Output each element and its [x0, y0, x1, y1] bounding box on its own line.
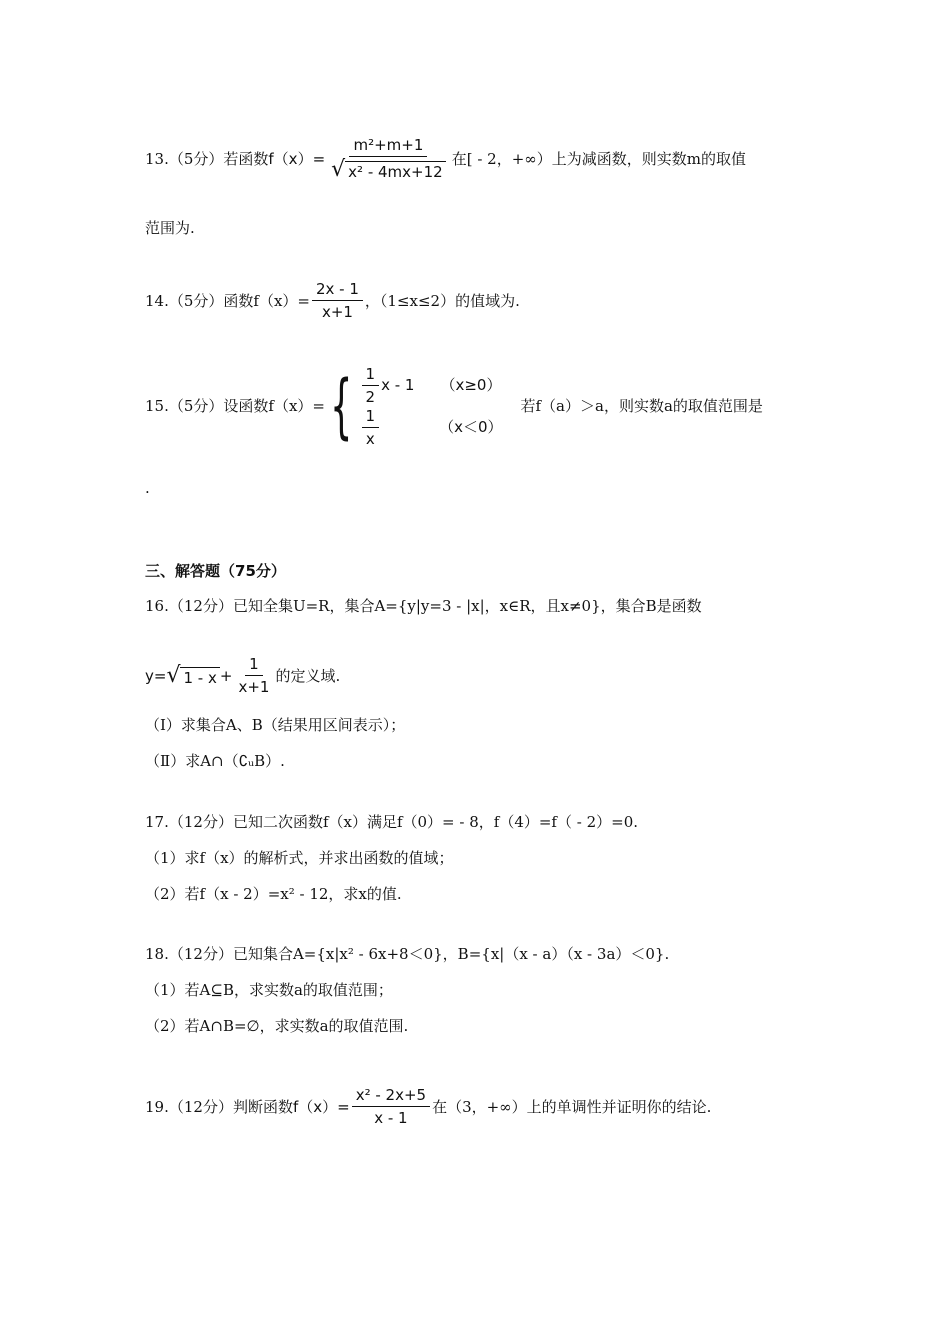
- q18-line1: 18.（12分）已知集合A={x|x² - 6x+8＜0}，B={x|（x - a）（x - 3a）＜0}.: [145, 945, 670, 963]
- q15-suffix: 若f（a）＞a，则实数a的取值范围是: [520, 397, 763, 415]
- question-19: [145, 1086, 711, 1127]
- q16-sqrt: [166, 662, 219, 688]
- q15-case2-num: 1: [362, 407, 380, 428]
- q13-prefix: 13.（5分）若函数: [145, 149, 269, 168]
- left-brace-icon: {: [330, 365, 353, 447]
- q19-denominator: x - 1: [374, 1109, 408, 1127]
- q15-case2-den: x: [365, 429, 375, 448]
- q15-case1-num: 1: [362, 365, 380, 386]
- q16-fraction: [234, 655, 273, 696]
- question-13: [145, 136, 746, 181]
- q15-line2: .: [145, 479, 150, 497]
- q14-prefix: 14.（5分）函数f（x）=: [145, 291, 310, 310]
- q13-fraction: [327, 136, 450, 181]
- q15-case1-den: 2: [365, 387, 376, 406]
- q14-denominator: x+1: [321, 303, 353, 321]
- q13-denominator: [327, 157, 450, 181]
- q16-plus: +: [219, 666, 233, 685]
- q13-line2: 范围为.: [145, 219, 195, 237]
- q13-radicand: x² - 4mx+12: [345, 161, 446, 181]
- q16-denominator: x+1: [238, 678, 270, 696]
- q15-case2-cond: （x＜0）: [439, 418, 503, 436]
- q13-numerator: m²+m+1: [349, 136, 427, 157]
- question-14: [145, 280, 520, 321]
- q16-formula-line: [145, 655, 340, 696]
- q15-case1-cond: （x≥0）: [440, 376, 502, 394]
- q16-suffix: 的定义域.: [275, 666, 341, 685]
- q18-part2: （2）若A∩B=∅，求实数a的取值范围.: [145, 1017, 409, 1035]
- q13-fx: f（x）=: [268, 149, 326, 168]
- q19-fx: f（x）=: [292, 1097, 350, 1116]
- question-15: [145, 364, 763, 448]
- q19-prefix: 19.（12分）判断函数: [145, 1097, 293, 1116]
- q19-suffix: 在（3，+∞）上的单调性并证明你的结论.: [432, 1097, 712, 1116]
- q16-radicand: 1 - x: [180, 667, 219, 687]
- section-heading: 三、解答题（75分）: [145, 562, 286, 580]
- sqrt-icon: √: [166, 662, 181, 688]
- q16-part2: （Ⅱ）求A∩（∁ᵤB）.: [145, 752, 285, 770]
- q16-numerator: 1: [245, 655, 263, 676]
- q14-numerator: 2x - 1: [312, 280, 363, 301]
- q15-case-2: [360, 406, 503, 448]
- q17-part1: （1）求f（x）的解析式，并求出函数的值域；: [145, 849, 454, 867]
- q18-part1: （1）若A⊆B，求实数a的取值范围；: [145, 981, 393, 999]
- q17-part2: （2）若f（x - 2）=x² - 12，求x的值.: [145, 885, 402, 903]
- q16-part1: （Ⅰ）求集合A、B（结果用区间表示）；: [145, 716, 406, 734]
- q16-y-eq: y=: [145, 666, 167, 685]
- q15-case1-expr: x - 1: [381, 376, 415, 394]
- q14-fraction: [312, 280, 363, 321]
- piecewise-function: [325, 364, 503, 448]
- q19-fraction: [352, 1086, 430, 1127]
- q15-case-1: [360, 364, 503, 406]
- sqrt-icon: √: [331, 157, 346, 182]
- q17-line1: 17.（12分）已知二次函数f（x）满足f（0）= - 8，f（4）=f（ - 2）=0.: [145, 813, 639, 831]
- q16-line1: 16.（12分）已知全集U=R，集合A={y|y=3 - |x|，x∈R，且x≠0}，集合B是函数: [145, 597, 702, 615]
- q15-prefix: 15.（5分）设函数f（x）=: [145, 397, 325, 415]
- q19-numerator: x² - 2x+5: [352, 1086, 430, 1107]
- q13-suffix: 在[ - 2，+∞）上为减函数，则实数m的取值: [451, 149, 746, 168]
- q14-suffix: ，（1≤x≤2）的值域为.: [364, 291, 520, 310]
